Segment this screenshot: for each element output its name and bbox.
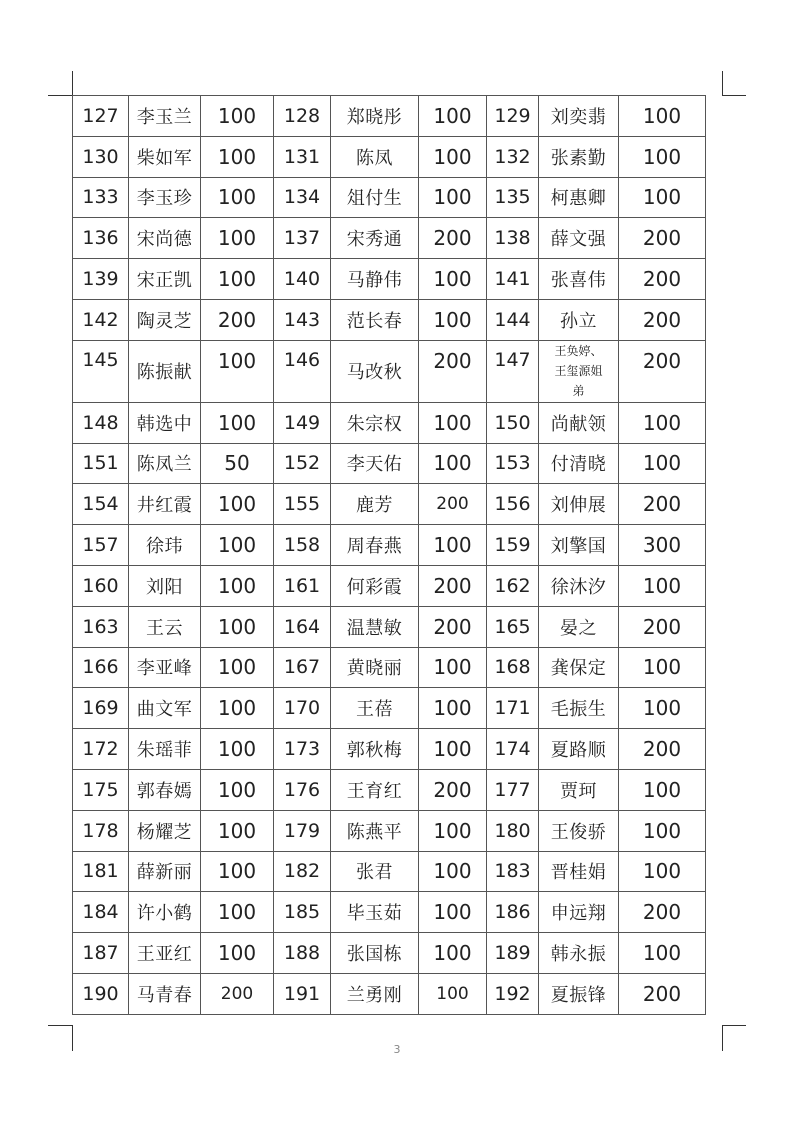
entry-number-cell: 131 <box>274 136 331 177</box>
donation-amount-cell: 200 <box>201 973 274 1014</box>
donor-name-cell: 郭秋梅 <box>331 729 419 770</box>
donor-name-cell: 陶灵芝 <box>129 299 201 340</box>
donor-name-cell: 龚保定 <box>539 647 619 688</box>
table-row <box>73 769 706 810</box>
donation-amount-cell: 100 <box>419 688 487 729</box>
entry-number-cell: 151 <box>73 443 129 484</box>
donor-name-cell: 柯惠卿 <box>539 177 619 218</box>
donation-amount-cell: 100 <box>201 177 274 218</box>
donation-amount-cell: 100 <box>419 729 487 770</box>
donation-amount-cell: 100 <box>201 218 274 259</box>
entry-number-cell: 192 <box>487 973 539 1014</box>
donor-name-line: 王玺源姐 <box>554 364 603 379</box>
donation-amount-cell: 200 <box>419 484 487 525</box>
donor-name-cell: 晏之 <box>539 606 619 647</box>
crop-mark-top-left-vertical <box>72 71 73 95</box>
entry-number-cell: 146 <box>274 340 331 402</box>
entry-number-cell: 144 <box>487 299 539 340</box>
donor-name-cell: 贾珂 <box>539 769 619 810</box>
table-row <box>73 136 706 177</box>
donation-amount-cell: 100 <box>419 647 487 688</box>
donation-table-body <box>73 96 706 1015</box>
donor-name-cell: 韩永振 <box>539 933 619 974</box>
entry-number-cell: 156 <box>487 484 539 525</box>
entry-number-cell: 189 <box>487 933 539 974</box>
donation-amount-cell: 300 <box>619 525 706 566</box>
donation-amount-cell: 100 <box>201 136 274 177</box>
donation-amount-cell: 100 <box>619 851 706 892</box>
donation-amount-cell: 100 <box>619 565 706 606</box>
entry-number-cell: 180 <box>487 810 539 851</box>
entry-number-cell: 142 <box>73 299 129 340</box>
table-row <box>73 259 706 300</box>
entry-number-cell: 133 <box>73 177 129 218</box>
donor-name-cell: 兰勇刚 <box>331 973 419 1014</box>
entry-number-cell: 171 <box>487 688 539 729</box>
entry-number-cell: 137 <box>274 218 331 259</box>
donation-amount-cell: 100 <box>419 810 487 851</box>
entry-number-cell: 184 <box>73 892 129 933</box>
entry-number-cell: 162 <box>487 565 539 606</box>
donation-amount-cell: 200 <box>419 340 487 402</box>
donor-name-cell: 王蓓 <box>331 688 419 729</box>
donor-name-cell: 晋桂娟 <box>539 851 619 892</box>
entry-number-cell: 191 <box>274 973 331 1014</box>
donation-amount-cell: 100 <box>201 340 274 402</box>
crop-mark-top-left-horizontal <box>48 95 72 96</box>
donation-amount-cell: 200 <box>419 565 487 606</box>
donor-name-cell: 柴如军 <box>129 136 201 177</box>
donation-amount-cell: 200 <box>419 218 487 259</box>
donor-name-cell: 马静伟 <box>331 259 419 300</box>
table-row <box>73 933 706 974</box>
donor-name-cell: 陈凤兰 <box>129 443 201 484</box>
donor-name-line: 弟 <box>572 384 585 399</box>
entry-number-cell: 190 <box>73 973 129 1014</box>
donation-amount-cell: 100 <box>419 443 487 484</box>
entry-number-cell: 161 <box>274 565 331 606</box>
entry-number-cell: 182 <box>274 851 331 892</box>
donation-amount-cell: 200 <box>619 729 706 770</box>
donor-name-cell: 宋正凯 <box>129 259 201 300</box>
donor-name-cell: 郭春嫣 <box>129 769 201 810</box>
donation-amount-cell: 100 <box>619 443 706 484</box>
entry-number-cell: 169 <box>73 688 129 729</box>
donation-amount-cell: 100 <box>201 565 274 606</box>
donor-name-cell: 张素勤 <box>539 136 619 177</box>
entry-number-cell: 187 <box>73 933 129 974</box>
entry-number-cell: 188 <box>274 933 331 974</box>
donor-name-cell: 李天佑 <box>331 443 419 484</box>
table-row <box>73 402 706 443</box>
donation-amount-cell: 200 <box>419 606 487 647</box>
donor-name-cell: 王育红 <box>331 769 419 810</box>
donation-amount-cell: 200 <box>419 769 487 810</box>
entry-number-cell: 183 <box>487 851 539 892</box>
entry-number-cell: 154 <box>73 484 129 525</box>
donor-name-cell: 陈凤 <box>331 136 419 177</box>
donor-name-cell: 杨耀芝 <box>129 810 201 851</box>
table-row <box>73 525 706 566</box>
donation-amount-cell: 100 <box>201 484 274 525</box>
donor-name-cell: 温慧敏 <box>331 606 419 647</box>
entry-number-cell: 148 <box>73 402 129 443</box>
entry-number-cell: 129 <box>487 96 539 137</box>
donor-name-cell: 李亚峰 <box>129 647 201 688</box>
donor-name-cell: 孙立 <box>539 299 619 340</box>
donation-amount-cell: 200 <box>619 259 706 300</box>
donor-name-cell: 刘阳 <box>129 565 201 606</box>
entry-number-cell: 160 <box>73 565 129 606</box>
entry-number-cell: 127 <box>73 96 129 137</box>
donation-amount-cell: 200 <box>619 218 706 259</box>
donation-amount-cell: 100 <box>619 402 706 443</box>
donor-name-cell: 周春燕 <box>331 525 419 566</box>
donor-name-cell: 俎付生 <box>331 177 419 218</box>
entry-number-cell: 175 <box>73 769 129 810</box>
donation-amount-cell: 200 <box>619 606 706 647</box>
donor-name-cell: 朱宗权 <box>331 402 419 443</box>
entry-number-cell: 135 <box>487 177 539 218</box>
donor-name-cell: 张君 <box>331 851 419 892</box>
entry-number-cell: 152 <box>274 443 331 484</box>
donor-name-cell: 夏振锋 <box>539 973 619 1014</box>
entry-number-cell: 178 <box>73 810 129 851</box>
donation-amount-cell: 100 <box>201 606 274 647</box>
donation-amount-cell: 100 <box>619 810 706 851</box>
donation-amount-cell: 100 <box>201 259 274 300</box>
donor-name-cell: 尚献领 <box>539 402 619 443</box>
donation-amount-cell: 100 <box>201 851 274 892</box>
entry-number-cell: 150 <box>487 402 539 443</box>
entry-number-cell: 186 <box>487 892 539 933</box>
donation-amount-cell: 200 <box>619 973 706 1014</box>
entry-number-cell: 138 <box>487 218 539 259</box>
donor-name-cell: 刘伸展 <box>539 484 619 525</box>
donor-name-cell: 张喜伟 <box>539 259 619 300</box>
crop-mark-bottom-right-horizontal <box>722 1025 746 1026</box>
donation-amount-cell: 100 <box>201 525 274 566</box>
donor-name-cell: 薛新丽 <box>129 851 201 892</box>
entry-number-cell: 134 <box>274 177 331 218</box>
donation-amount-cell: 200 <box>619 484 706 525</box>
page-number: 3 <box>393 1043 401 1056</box>
entry-number-cell: 164 <box>274 606 331 647</box>
donation-amount-cell: 100 <box>619 688 706 729</box>
entry-number-cell: 140 <box>274 259 331 300</box>
donor-name-cell: 宋尚德 <box>129 218 201 259</box>
donation-amount-cell: 100 <box>619 96 706 137</box>
donation-amount-cell: 100 <box>419 177 487 218</box>
donor-name-cell: 宋秀通 <box>331 218 419 259</box>
donation-amount-cell: 100 <box>201 892 274 933</box>
entry-number-cell: 155 <box>274 484 331 525</box>
donation-amount-cell: 100 <box>201 933 274 974</box>
donation-amount-cell: 200 <box>201 299 274 340</box>
entry-number-cell: 163 <box>73 606 129 647</box>
donor-name-cell: 陈振献 <box>129 340 201 402</box>
donor-name-cell <box>539 340 619 402</box>
donation-amount-cell: 100 <box>419 851 487 892</box>
donor-name-cell: 曲文军 <box>129 688 201 729</box>
donation-amount-cell: 100 <box>419 402 487 443</box>
table-row <box>73 647 706 688</box>
donation-amount-cell: 100 <box>201 96 274 137</box>
crop-mark-bottom-left-horizontal <box>48 1025 72 1026</box>
donation-amount-cell: 100 <box>201 729 274 770</box>
donor-name-cell: 陈燕平 <box>331 810 419 851</box>
donor-name-cell: 井红霞 <box>129 484 201 525</box>
entry-number-cell: 179 <box>274 810 331 851</box>
table-row <box>73 688 706 729</box>
donation-amount-cell: 100 <box>619 933 706 974</box>
crop-mark-top-right-vertical <box>722 71 723 95</box>
donor-name-cell: 王俊骄 <box>539 810 619 851</box>
donation-amount-cell: 100 <box>619 136 706 177</box>
donation-amount-cell: 50 <box>201 443 274 484</box>
donor-name-cell: 申远翔 <box>539 892 619 933</box>
donation-amount-cell: 100 <box>619 769 706 810</box>
entry-number-cell: 132 <box>487 136 539 177</box>
entry-number-cell: 136 <box>73 218 129 259</box>
donor-name-cell: 李玉珍 <box>129 177 201 218</box>
donor-name-cell: 付清晓 <box>539 443 619 484</box>
donation-amount-cell: 100 <box>619 647 706 688</box>
donation-amount-cell: 100 <box>419 136 487 177</box>
table-row <box>73 299 706 340</box>
donor-name-cell: 刘擎国 <box>539 525 619 566</box>
donor-name-cell: 郑晓彤 <box>331 96 419 137</box>
table-row <box>73 606 706 647</box>
donor-name-cell: 王亚红 <box>129 933 201 974</box>
entry-number-cell: 145 <box>73 340 129 402</box>
donation-amount-cell: 100 <box>419 96 487 137</box>
donation-amount-cell: 100 <box>201 688 274 729</box>
entry-number-cell: 181 <box>73 851 129 892</box>
entry-number-cell: 143 <box>274 299 331 340</box>
entry-number-cell: 157 <box>73 525 129 566</box>
donor-name-cell: 薛文强 <box>539 218 619 259</box>
donation-amount-cell: 200 <box>619 299 706 340</box>
entry-number-cell: 174 <box>487 729 539 770</box>
donation-amount-cell: 100 <box>201 769 274 810</box>
donation-amount-cell: 100 <box>619 177 706 218</box>
table-row <box>73 96 706 137</box>
entry-number-cell: 130 <box>73 136 129 177</box>
donor-name-cell: 徐沐汐 <box>539 565 619 606</box>
donation-table <box>72 95 706 1015</box>
crop-mark-top-right-horizontal <box>722 95 746 96</box>
donor-name-cell: 马青春 <box>129 973 201 1014</box>
entry-number-cell: 177 <box>487 769 539 810</box>
donor-name-cell: 李玉兰 <box>129 96 201 137</box>
donor-name-cell: 夏路顺 <box>539 729 619 770</box>
entry-number-cell: 167 <box>274 647 331 688</box>
donor-name-line: 王奂婷、 <box>554 344 603 359</box>
table-row <box>73 810 706 851</box>
entry-number-cell: 173 <box>274 729 331 770</box>
donation-amount-cell: 100 <box>419 299 487 340</box>
donation-amount-cell: 100 <box>201 810 274 851</box>
table-row <box>73 565 706 606</box>
donor-name-cell: 刘奕翡 <box>539 96 619 137</box>
donor-name-cell: 范长春 <box>331 299 419 340</box>
table-row <box>73 484 706 525</box>
donor-name-cell: 何彩霞 <box>331 565 419 606</box>
entry-number-cell: 149 <box>274 402 331 443</box>
entry-number-cell: 172 <box>73 729 129 770</box>
table-row <box>73 177 706 218</box>
table-row <box>73 443 706 484</box>
entry-number-cell: 159 <box>487 525 539 566</box>
entry-number-cell: 128 <box>274 96 331 137</box>
donor-name-cell: 张国栋 <box>331 933 419 974</box>
donation-amount-cell: 100 <box>419 259 487 300</box>
entry-number-cell: 170 <box>274 688 331 729</box>
table-row <box>73 218 706 259</box>
entry-number-cell: 166 <box>73 647 129 688</box>
table-row <box>73 851 706 892</box>
donor-name-cell: 黄晓丽 <box>331 647 419 688</box>
entry-number-cell: 147 <box>487 340 539 402</box>
table-row <box>73 729 706 770</box>
donation-amount-cell: 100 <box>419 933 487 974</box>
donor-name-cell: 马改秋 <box>331 340 419 402</box>
entry-number-cell: 185 <box>274 892 331 933</box>
donation-amount-cell: 200 <box>619 892 706 933</box>
donation-amount-cell: 100 <box>201 647 274 688</box>
donor-name-cell: 许小鹤 <box>129 892 201 933</box>
entry-number-cell: 168 <box>487 647 539 688</box>
donation-amount-cell: 200 <box>619 340 706 402</box>
donor-name-cell: 徐玮 <box>129 525 201 566</box>
entry-number-cell: 165 <box>487 606 539 647</box>
entry-number-cell: 158 <box>274 525 331 566</box>
table-row <box>73 892 706 933</box>
donation-amount-cell: 100 <box>419 892 487 933</box>
donor-name-cell: 鹿芳 <box>331 484 419 525</box>
donation-amount-cell: 100 <box>419 525 487 566</box>
entry-number-cell: 176 <box>274 769 331 810</box>
donation-amount-cell: 100 <box>419 973 487 1014</box>
donor-name-cell: 毛振生 <box>539 688 619 729</box>
table-row <box>73 340 706 402</box>
entry-number-cell: 153 <box>487 443 539 484</box>
donor-name-cell: 毕玉茹 <box>331 892 419 933</box>
donor-name-cell: 韩选中 <box>129 402 201 443</box>
entry-number-cell: 141 <box>487 259 539 300</box>
table-row <box>73 973 706 1014</box>
donor-name-cell: 王云 <box>129 606 201 647</box>
donor-name-cell: 朱瑶菲 <box>129 729 201 770</box>
donation-amount-cell: 100 <box>201 402 274 443</box>
entry-number-cell: 139 <box>73 259 129 300</box>
